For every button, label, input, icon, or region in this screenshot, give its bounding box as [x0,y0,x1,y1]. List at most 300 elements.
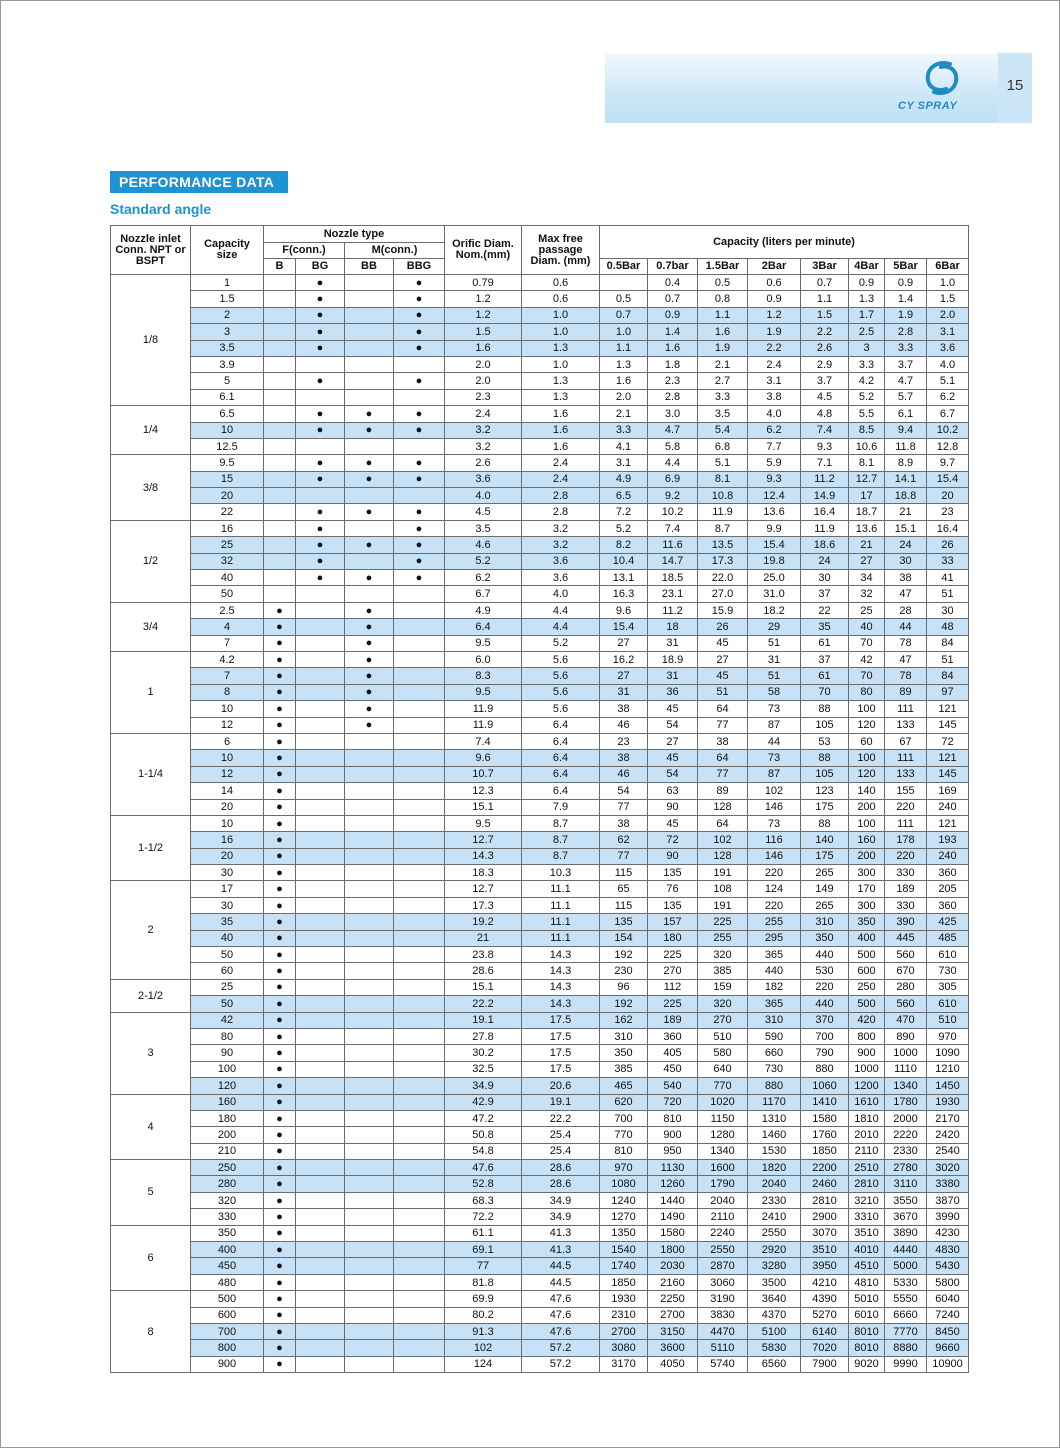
available-dot-icon: ● [276,932,283,945]
orific-diam-cell: 34.9 [445,1078,522,1094]
capacity-value-cell: 116 [748,832,801,848]
available-dot-icon: ● [316,325,324,338]
capacity-value-cell: 1260 [648,1176,698,1192]
capacity-size-cell: 32 [191,553,264,569]
table-row [111,570,969,586]
nozzle-type-cell-bg [296,717,345,733]
capacity-value-cell: 178 [885,832,927,848]
capacity-value-cell: 5010 [849,1291,885,1307]
nozzle-type-cell-bbg [394,406,445,422]
capacity-value-cell: 90 [648,848,698,864]
capacity-value-cell: 3.3 [849,356,885,372]
capacity-value-cell: 1580 [801,1110,849,1126]
nozzle-type-cell-b [264,947,296,963]
nozzle-type-cell-bbg [394,504,445,520]
capacity-size-cell: 280 [191,1176,264,1192]
nozzle-type-cell-b [264,1045,296,1061]
capacity-value-cell: 1170 [748,1094,801,1110]
table-row [111,996,969,1012]
orific-diam-cell: 11.9 [445,701,522,717]
capacity-value-cell: 100 [849,815,885,831]
table-row [111,750,969,766]
available-dot-icon: ● [316,424,324,437]
orific-diam-cell: 9.5 [445,635,522,651]
capacity-value-cell: 32 [849,586,885,602]
nozzle-type-cell-bbg [394,733,445,749]
inlet-size-cell: 8 [111,1291,191,1373]
orific-diam-cell: 47.2 [445,1110,522,1126]
nozzle-type-cell-b [264,1258,296,1274]
nozzle-type-cell-b [264,488,296,504]
table-row [111,684,969,700]
nozzle-type-cell-bbg [394,602,445,618]
nozzle-type-cell-bbg [394,914,445,930]
max-free-passage-cell: 14.3 [522,963,600,979]
capacity-size-cell: 320 [191,1192,264,1208]
table-row [111,488,969,504]
capacity-value-cell: 310 [801,914,849,930]
capacity-value-cell: 7.4 [648,520,698,536]
nozzle-type-cell-bb [345,1192,394,1208]
capacity-value-cell: 37 [801,586,849,602]
orific-diam-cell: 32.5 [445,1061,522,1077]
capacity-size-cell: 800 [191,1340,264,1356]
nozzle-type-cell-b [264,766,296,782]
capacity-value-cell: 530 [801,963,849,979]
capacity-value-cell: 108 [698,881,748,897]
capacity-value-cell: 3190 [698,1291,748,1307]
capacity-value-cell: 87 [748,717,801,733]
capacity-value-cell: 6.5 [600,488,648,504]
nozzle-type-cell-bb [345,586,394,602]
inlet-size-cell: 1/4 [111,406,191,455]
nozzle-type-cell-bb [345,799,394,815]
capacity-value-cell: 89 [698,783,748,799]
table-row [111,356,969,372]
capacity-value-cell: 112 [648,979,698,995]
capacity-value-cell: 15.4 [600,619,648,635]
available-dot-icon: ● [415,456,423,469]
nozzle-type-cell-bb [345,1340,394,1356]
nozzle-type-cell-bb [345,1242,394,1258]
nozzle-type-cell-b [264,701,296,717]
capacity-value-cell: 3110 [885,1176,927,1192]
capacity-value-cell: 18.8 [885,488,927,504]
orific-diam-cell: 52.8 [445,1176,522,1192]
capacity-value-cell: 2160 [648,1274,698,1290]
capacity-value-cell: 240 [927,799,969,815]
capacity-value-cell: 2040 [698,1192,748,1208]
capacity-value-cell: 13.5 [698,537,748,553]
table-row [111,602,969,618]
nozzle-type-cell-bb [345,979,394,995]
capacity-value-cell: 124 [748,881,801,897]
capacity-value-cell: 31.0 [748,586,801,602]
capacity-value-cell: 1790 [698,1176,748,1192]
nozzle-type-cell-bbg [394,651,445,667]
capacity-value-cell: 2.8 [648,389,698,405]
nozzle-type-cell-bbg [394,1356,445,1372]
capacity-value-cell: 445 [885,930,927,946]
capacity-size-cell: 6 [191,733,264,749]
capacity-value-cell: 3.3 [885,340,927,356]
capacity-value-cell: 3210 [849,1192,885,1208]
nozzle-type-cell-bbg [394,275,445,291]
capacity-value-cell: 5330 [885,1274,927,1290]
capacity-value-cell: 2040 [748,1176,801,1192]
capacity-value-cell: 220 [885,848,927,864]
table-row [111,1061,969,1077]
nozzle-type-cell-b [264,1340,296,1356]
capacity-value-cell: 900 [648,1127,698,1143]
max-free-passage-cell: 57.2 [522,1340,600,1356]
capacity-value-cell: 121 [927,815,969,831]
max-free-passage-cell: 11.1 [522,930,600,946]
capacity-value-cell: 1820 [748,1160,801,1176]
capacity-size-cell: 16 [191,832,264,848]
capacity-value-cell: 1150 [698,1110,748,1126]
capacity-value-cell: 5110 [698,1340,748,1356]
capacity-value-cell: 0.6 [748,275,801,291]
capacity-value-cell: 10.4 [600,553,648,569]
capacity-value-cell: 3.3 [698,389,748,405]
table-row [111,291,969,307]
capacity-value-cell: 23.1 [648,586,698,602]
nozzle-type-cell-bb [345,1225,394,1241]
nozzle-type-cell-bg [296,1324,345,1340]
header-pressure: 5Bar [885,259,927,275]
nozzle-type-cell-bbg [394,1127,445,1143]
table-row [111,1045,969,1061]
capacity-value-cell: 1850 [801,1143,849,1159]
available-dot-icon: ● [276,866,283,879]
capacity-value-cell: 8010 [849,1340,885,1356]
nozzle-type-cell-bg [296,1225,345,1241]
capacity-value-cell: 220 [748,897,801,913]
capacity-size-cell: 4.2 [191,651,264,667]
nozzle-type-cell-bbg [394,1012,445,1028]
max-free-passage-cell: 41.3 [522,1225,600,1241]
orific-diam-cell: 15.1 [445,979,522,995]
capacity-value-cell: 26 [698,619,748,635]
capacity-value-cell: 5800 [927,1274,969,1290]
capacity-value-cell: 7020 [801,1340,849,1356]
capacity-value-cell: 4.7 [885,373,927,389]
capacity-value-cell: 9020 [849,1356,885,1372]
table-row [111,865,969,881]
nozzle-type-cell-bbg [394,1094,445,1110]
max-free-passage-cell: 14.3 [522,996,600,1012]
orific-diam-cell: 124 [445,1356,522,1372]
capacity-value-cell: 2.8 [885,324,927,340]
max-free-passage-cell: 8.7 [522,848,600,864]
capacity-value-cell: 2170 [927,1110,969,1126]
capacity-value-cell: 4390 [801,1291,849,1307]
nozzle-type-cell-bbg [394,1061,445,1077]
capacity-value-cell: 169 [927,783,969,799]
capacity-value-cell: 6010 [849,1307,885,1323]
capacity-value-cell: 425 [927,914,969,930]
capacity-value-cell: 7900 [801,1356,849,1372]
capacity-value-cell: 2700 [648,1307,698,1323]
capacity-value-cell: 28 [885,602,927,618]
capacity-value-cell: 14.9 [801,488,849,504]
capacity-size-cell: 60 [191,963,264,979]
available-dot-icon: ● [365,538,373,551]
orific-diam-cell: 2.6 [445,455,522,471]
nozzle-type-cell-bb [345,291,394,307]
capacity-value-cell: 420 [849,1012,885,1028]
capacity-value-cell: 2920 [748,1242,801,1258]
table-row [111,717,969,733]
nozzle-type-cell-bb [345,488,394,504]
nozzle-type-cell-bb [345,1143,394,1159]
nozzle-type-cell-b [264,504,296,520]
nozzle-type-cell-bb [345,832,394,848]
section-badge: PERFORMANCE DATA [110,171,288,193]
available-dot-icon: ● [276,948,283,961]
capacity-size-cell: 7 [191,635,264,651]
nozzle-type-cell-bg [296,914,345,930]
available-dot-icon: ● [276,883,283,896]
capacity-value-cell: 3830 [698,1307,748,1323]
capacity-value-cell: 2420 [927,1127,969,1143]
nozzle-type-cell-bbg [394,1274,445,1290]
orific-diam-cell: 8.3 [445,668,522,684]
capacity-size-cell: 180 [191,1110,264,1126]
capacity-value-cell: 45 [698,635,748,651]
capacity-value-cell: 6660 [885,1307,927,1323]
max-free-passage-cell: 5.6 [522,651,600,667]
orific-diam-cell: 0.79 [445,275,522,291]
capacity-value-cell: 96 [600,979,648,995]
capacity-value-cell: 3 [849,340,885,356]
nozzle-type-cell-bg [296,963,345,979]
available-dot-icon: ● [365,456,373,469]
capacity-value-cell: 4210 [801,1274,849,1290]
capacity-size-cell: 3.9 [191,356,264,372]
capacity-value-cell: 192 [600,996,648,1012]
capacity-value-cell: 1.0 [927,275,969,291]
orific-diam-cell: 9.6 [445,750,522,766]
capacity-size-cell: 25 [191,537,264,553]
capacity-value-cell: 730 [927,963,969,979]
nozzle-type-cell-b [264,570,296,586]
capacity-value-cell: 31 [648,635,698,651]
nozzle-type-cell-b [264,1176,296,1192]
nozzle-type-cell-bg [296,324,345,340]
available-dot-icon: ● [276,1129,283,1141]
nozzle-type-cell-bg [296,832,345,848]
capacity-value-cell: 175 [801,848,849,864]
nozzle-type-cell-b [264,291,296,307]
capacity-value-cell: 770 [600,1127,648,1143]
header-type-bbg: BBG [394,259,445,275]
available-dot-icon: ● [276,1292,283,1305]
capacity-value-cell: 970 [600,1160,648,1176]
available-dot-icon: ● [276,1342,283,1355]
capacity-value-cell: 23 [927,504,969,520]
capacity-value-cell: 45 [648,750,698,766]
available-dot-icon: ● [276,1047,283,1060]
available-dot-icon: ● [415,293,423,306]
table-row [111,373,969,389]
available-dot-icon: ● [276,702,283,715]
nozzle-type-cell-bb [345,373,394,389]
capacity-size-cell: 3 [191,324,264,340]
nozzle-type-cell-bb [345,1028,394,1044]
table-row [111,635,969,651]
nozzle-type-cell-b [264,635,296,651]
capacity-value-cell: 33 [927,553,969,569]
nozzle-type-cell-b [264,602,296,618]
capacity-value-cell: 65 [600,881,648,897]
nozzle-type-cell-bb [345,602,394,618]
capacity-value-cell: 800 [849,1028,885,1044]
capacity-value-cell: 250 [849,979,885,995]
capacity-value-cell: 90 [648,799,698,815]
nozzle-type-cell-bg [296,356,345,372]
nozzle-type-cell-bg [296,275,345,291]
capacity-size-cell: 1 [191,275,264,291]
capacity-value-cell: 3020 [927,1160,969,1176]
capacity-value-cell: 2540 [927,1143,969,1159]
capacity-value-cell: 21 [885,504,927,520]
header-pressure: 4Bar [849,259,885,275]
available-dot-icon: ● [415,506,423,519]
nozzle-type-cell-bbg [394,553,445,569]
capacity-value-cell: 510 [927,1012,969,1028]
table-row [111,1225,969,1241]
available-dot-icon: ● [276,997,283,1010]
max-free-passage-cell: 4.4 [522,602,600,618]
capacity-value-cell: 1490 [648,1209,698,1225]
brand-name: CY SPRAY [898,100,958,112]
nozzle-type-cell-bb [345,438,394,454]
max-free-passage-cell: 3.6 [522,553,600,569]
available-dot-icon: ● [365,604,373,617]
capacity-size-cell: 35 [191,914,264,930]
capacity-value-cell: 58 [748,684,801,700]
capacity-value-cell: 146 [748,799,801,815]
capacity-value-cell: 191 [698,865,748,881]
nozzle-type-cell-bb [345,340,394,356]
capacity-value-cell: 2220 [885,1127,927,1143]
nozzle-type-cell-b [264,537,296,553]
nozzle-type-cell-bb [345,668,394,684]
capacity-value-cell: 0.5 [600,291,648,307]
orific-diam-cell: 6.7 [445,586,522,602]
nozzle-type-cell-b [264,799,296,815]
nozzle-type-cell-b [264,389,296,405]
available-dot-icon: ● [365,424,373,437]
nozzle-type-cell-bg [296,602,345,618]
capacity-value-cell: 1350 [600,1225,648,1241]
table-row [111,422,969,438]
capacity-value-cell: 8.7 [698,520,748,536]
capacity-size-cell: 10 [191,701,264,717]
orific-diam-cell: 81.8 [445,1274,522,1290]
capacity-value-cell: 88 [801,750,849,766]
capacity-value-cell: 1080 [600,1176,648,1192]
capacity-value-cell: 2550 [698,1242,748,1258]
capacity-value-cell: 3.5 [698,406,748,422]
capacity-size-cell: 40 [191,570,264,586]
available-dot-icon: ● [415,325,423,338]
capacity-value-cell: 1410 [801,1094,849,1110]
nozzle-type-cell-bg [296,1307,345,1323]
nozzle-type-cell-bb [345,1274,394,1290]
capacity-value-cell: 1.1 [600,340,648,356]
capacity-size-cell: 25 [191,979,264,995]
capacity-value-cell: 5.7 [885,389,927,405]
capacity-value-cell: 9.6 [600,602,648,618]
capacity-value-cell: 560 [885,947,927,963]
capacity-value-cell: 1.4 [648,324,698,340]
capacity-value-cell: 220 [885,799,927,815]
nozzle-type-cell-bb [345,570,394,586]
capacity-value-cell: 115 [600,865,648,881]
capacity-value-cell: 0.7 [648,291,698,307]
capacity-value-cell: 1000 [885,1045,927,1061]
inlet-size-cell: 2-1/2 [111,979,191,1012]
capacity-value-cell: 115 [600,897,648,913]
nozzle-type-cell-b [264,733,296,749]
capacity-value-cell: 27 [600,668,648,684]
capacity-value-cell: 8.9 [885,455,927,471]
available-dot-icon: ● [276,1014,283,1027]
nozzle-type-cell-bbg [394,684,445,700]
capacity-size-cell: 200 [191,1127,264,1143]
capacity-value-cell: 192 [600,947,648,963]
capacity-value-cell [600,275,648,291]
nozzle-type-cell-bb [345,1209,394,1225]
capacity-size-cell: 15 [191,471,264,487]
nozzle-type-cell-bg [296,406,345,422]
capacity-value-cell: 16.4 [801,504,849,520]
capacity-value-cell: 3550 [885,1192,927,1208]
nozzle-type-cell-bg [296,373,345,389]
capacity-value-cell: 900 [849,1045,885,1061]
capacity-value-cell: 5.5 [849,406,885,422]
capacity-value-cell: 15.9 [698,602,748,618]
max-free-passage-cell: 1.0 [522,356,600,372]
capacity-value-cell: 1800 [648,1242,698,1258]
nozzle-type-cell-bbg [394,307,445,323]
max-free-passage-cell: 10.3 [522,865,600,881]
capacity-value-cell: 365 [748,996,801,1012]
table-row [111,1078,969,1094]
table-row [111,733,969,749]
capacity-value-cell: 48 [927,619,969,635]
capacity-value-cell: 191 [698,897,748,913]
capacity-size-cell: 100 [191,1061,264,1077]
available-dot-icon: ● [365,670,373,683]
capacity-value-cell: 4230 [927,1225,969,1241]
capacity-value-cell: 5.2 [849,389,885,405]
capacity-value-cell: 4.0 [927,356,969,372]
orific-diam-cell: 2.0 [445,356,522,372]
available-dot-icon: ● [316,293,324,306]
capacity-size-cell: 20 [191,799,264,815]
nozzle-type-cell-bb [345,1258,394,1274]
capacity-value-cell: 11.9 [698,504,748,520]
nozzle-type-cell-b [264,1028,296,1044]
table-row [111,438,969,454]
max-free-passage-cell: 6.4 [522,750,600,766]
table-row [111,832,969,848]
nozzle-type-cell-b [264,438,296,454]
